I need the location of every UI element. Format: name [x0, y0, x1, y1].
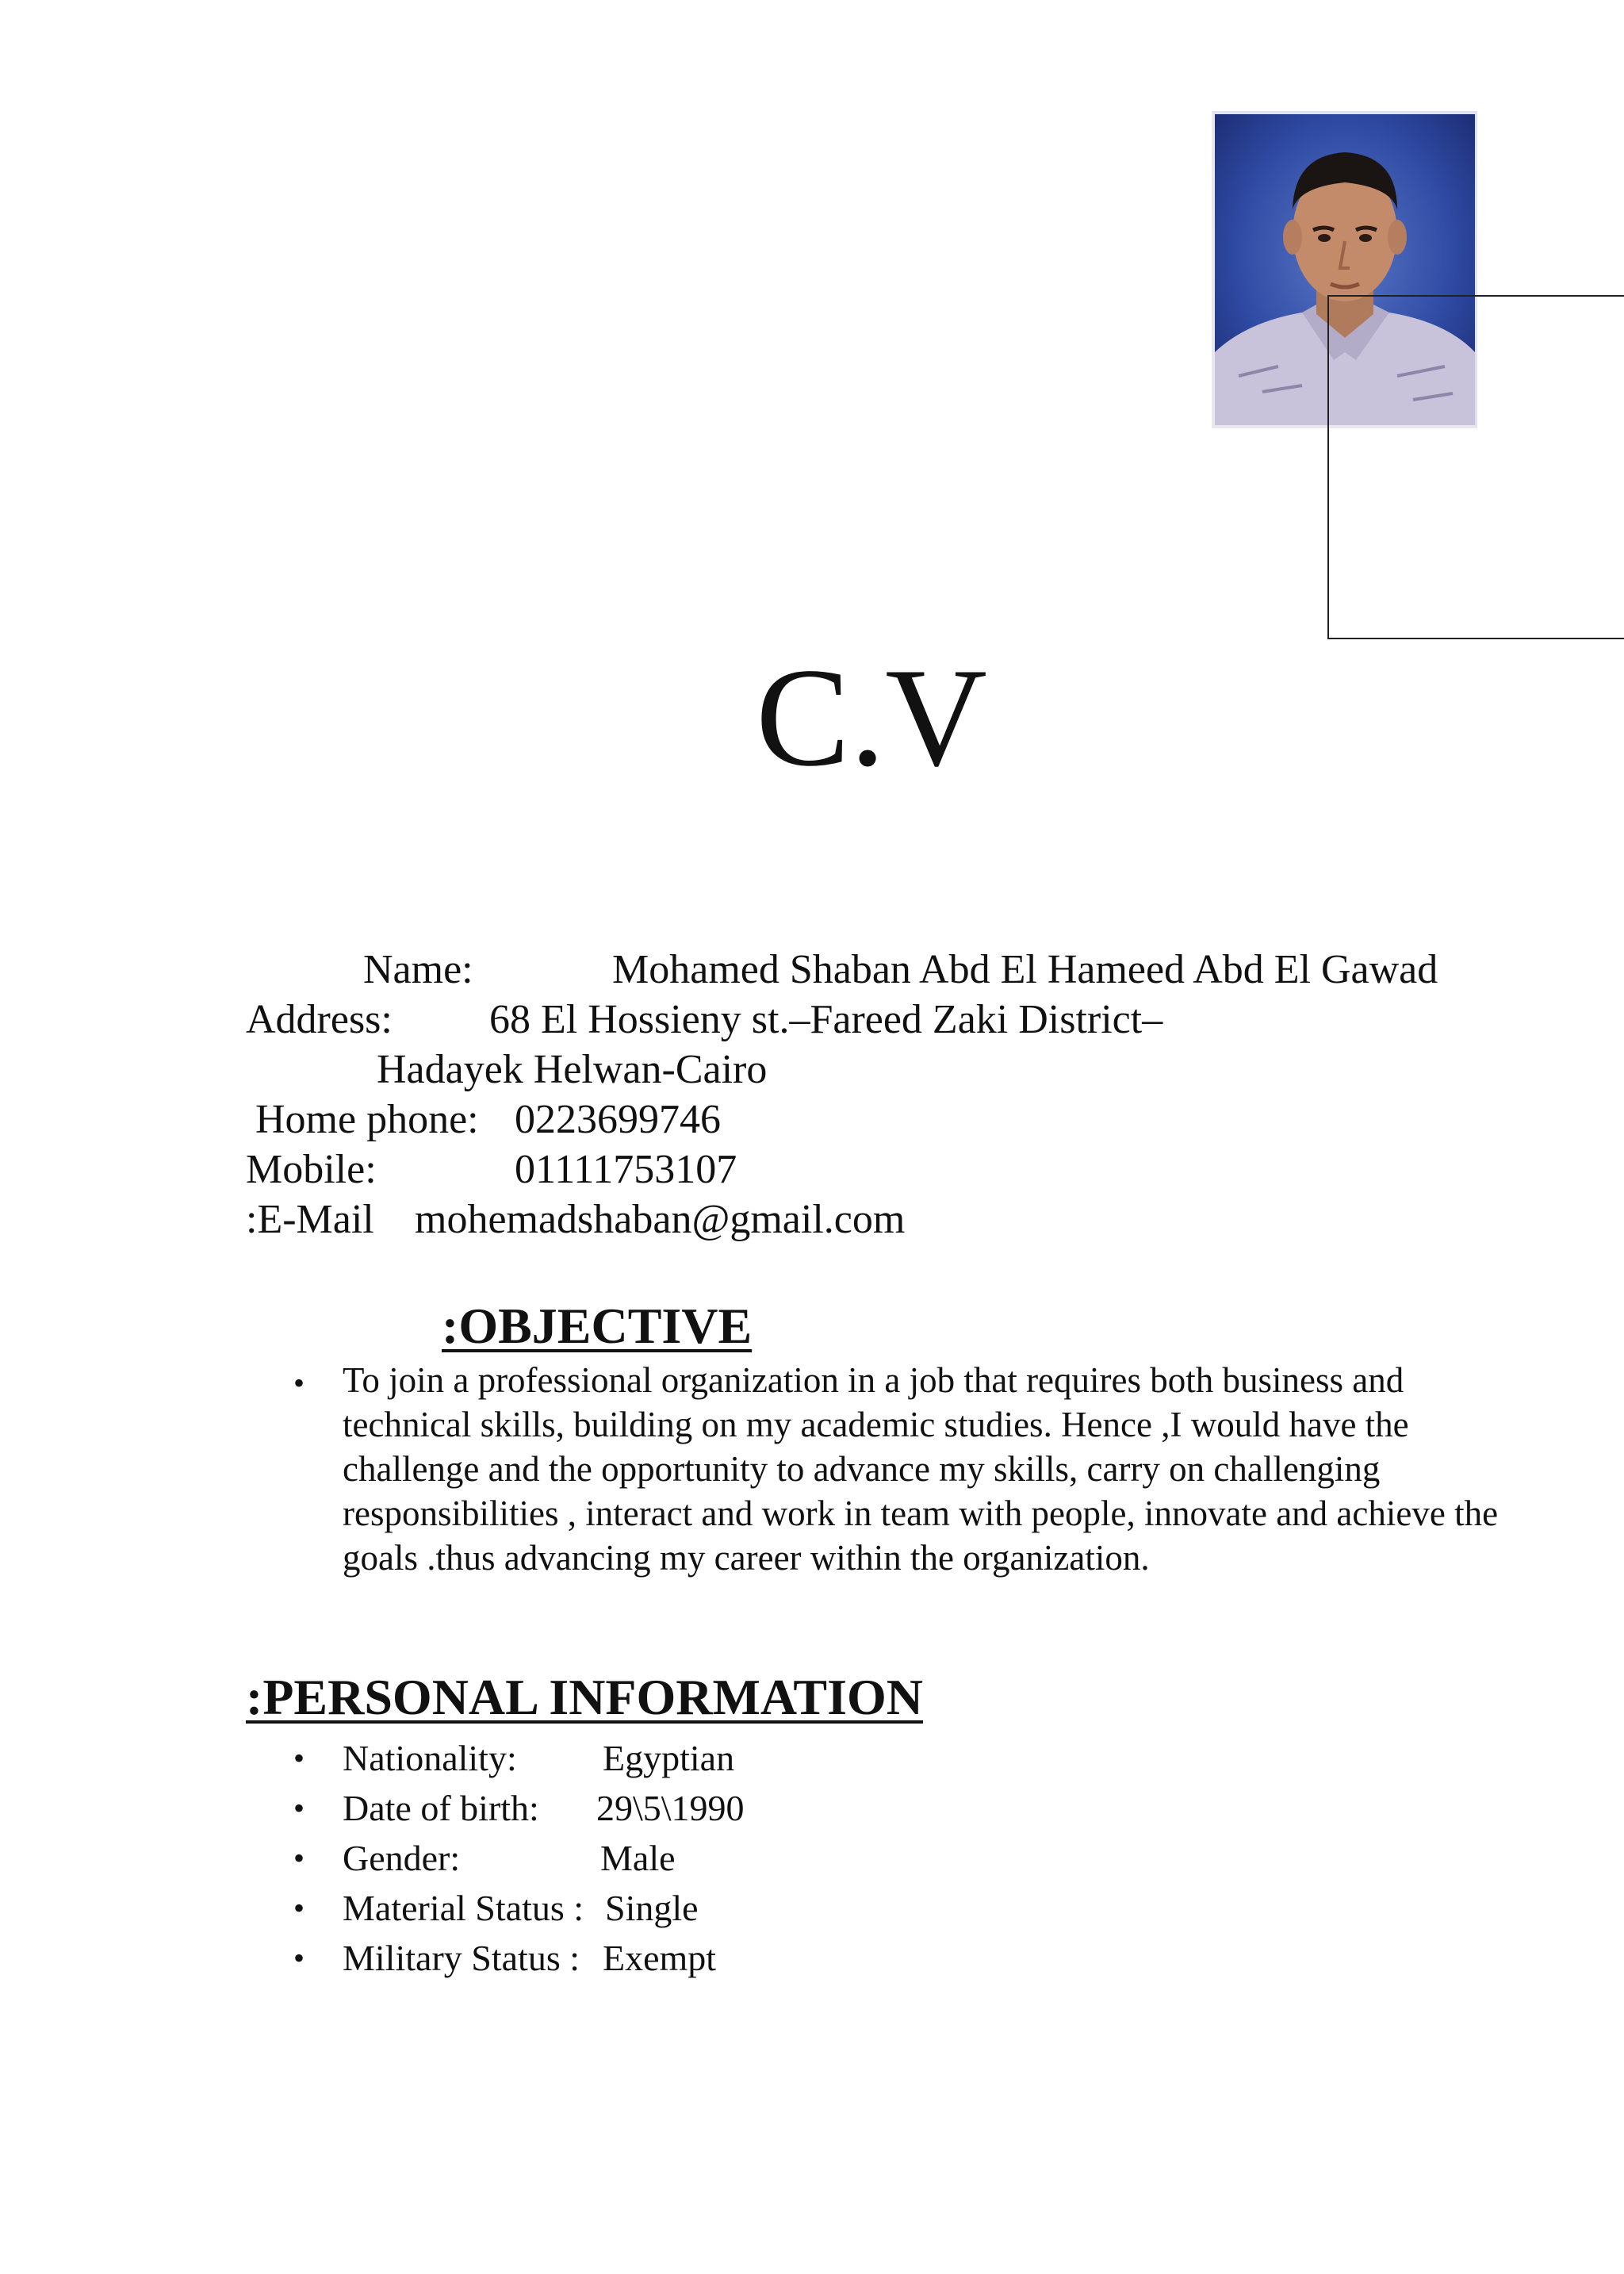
bullet-icon: •: [293, 1740, 305, 1776]
objective-bullet: •: [293, 1365, 305, 1401]
nationality-label: Nationality:: [343, 1738, 517, 1778]
date-of-birth-value: 29\5\1990: [596, 1788, 745, 1828]
email-value: mohemadshaban@gmail.com: [415, 1197, 906, 1242]
name-label: Name:: [363, 947, 473, 992]
decorative-frame: [1327, 295, 1624, 639]
marital-status-label: Material Status :: [343, 1888, 584, 1928]
nationality-value: Egyptian: [603, 1738, 735, 1778]
home-phone-value: 0223699746: [515, 1097, 721, 1142]
marital-status-value: Single: [605, 1888, 699, 1928]
mobile-value: 01111753107: [515, 1147, 737, 1192]
gender-value: Male: [600, 1838, 676, 1878]
military-status-value: Exempt: [603, 1938, 717, 1978]
name-value: Mohamed Shaban Abd El Hameed Abd El Gawad: [612, 947, 1438, 992]
email-label: :E-Mail: [246, 1197, 374, 1242]
objective-text: To join a professional organization in a job that requires both business and technical skills, building on my academic studies. Hence ,I would have the challenge and the opportunity to advance my skills, carry on challenging responsibilities , interact and work in team with people, innovate and achieve the goals .thus advancing my career within the organization.: [343, 1360, 1499, 1578]
military-status-label: Military Status :: [343, 1938, 580, 1978]
bullet-icon: •: [293, 1890, 305, 1926]
personal-information-heading: :PERSONAL INFORMATION: [246, 1669, 923, 1725]
address-line-1: 68 El Hossieny st.–Fareed Zaki District–: [489, 997, 1163, 1042]
bullet-icon: •: [293, 1940, 305, 1976]
bullet-icon: •: [293, 1840, 305, 1876]
address-line-2: Hadayek Helwan-Cairo: [377, 1047, 768, 1092]
mobile-label: Mobile:: [246, 1147, 377, 1192]
gender-label: Gender:: [343, 1838, 461, 1878]
home-phone-label: Home phone:: [255, 1097, 479, 1142]
address-label: Address:: [246, 997, 393, 1042]
date-of-birth-label: Date of birth:: [343, 1788, 539, 1828]
document-title: C.V: [756, 638, 987, 796]
objective-heading: :OBJECTIVE: [442, 1298, 753, 1354]
bullet-icon: •: [293, 1790, 305, 1826]
